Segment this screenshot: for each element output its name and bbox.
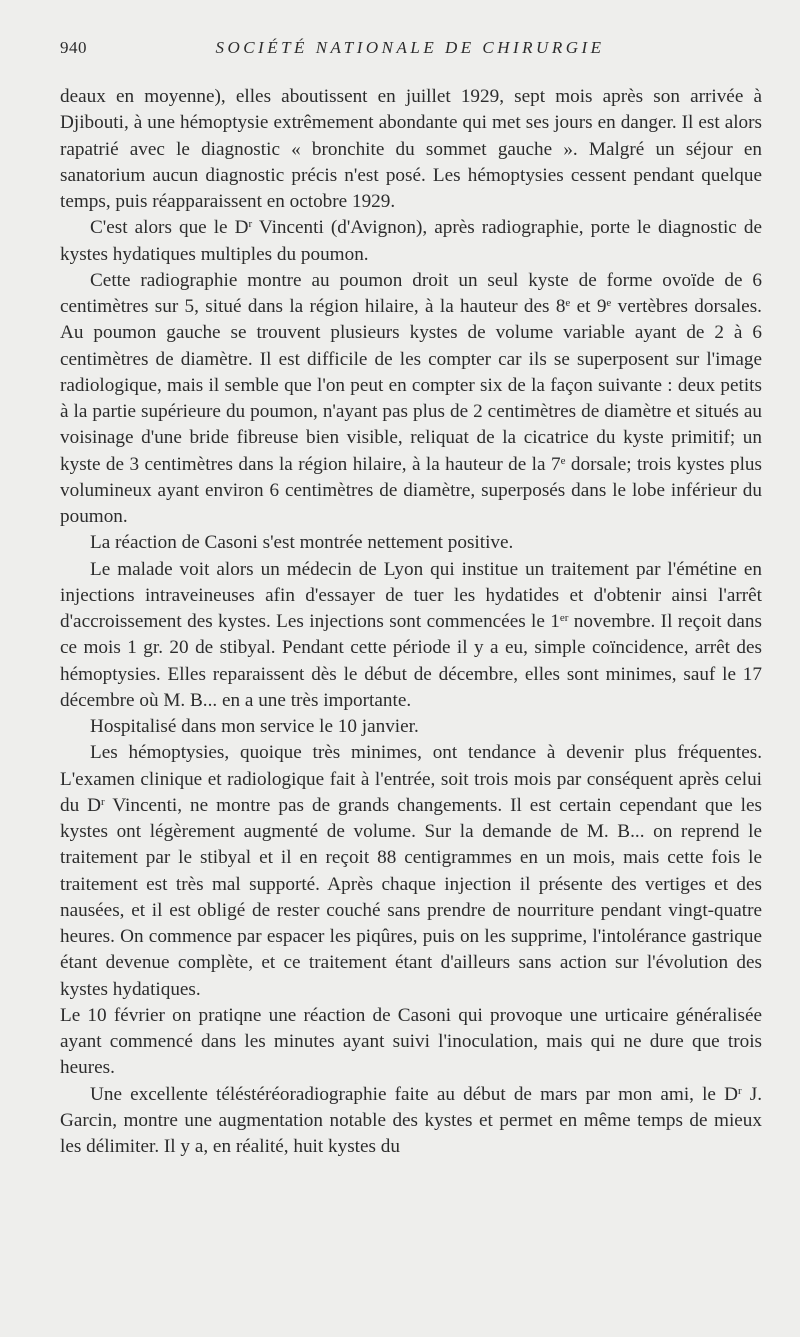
paragraph-2: C'est alors que le $D^r$ Vincenti (d'Avignon), après radiographie, porte le diagnostic de kystes hydatiques multiples du poumon. [60, 217, 762, 265]
running-title: SOCIÉTÉ NATIONALE DE CHIRURGIE [215, 38, 605, 57]
paragraph-3: Cette radiographie montre au poumon droit un seul kyste de forme ovoïde de 6 centimètres sur 5, situé dans la région hilaire, à la hauteur des 8e et 9e vertèbres dorsales. Au poumon gauche se trouvent plusieurs kystes de volume variable ayant de 2 à 6 centimètres de diamètre. Il est difficile de les compter car ils se superposent sur l'image radiologique, mais il semble que l'on peut en compter six de la façon suivante : deux petits à la partie supérieure du poumon, n'ayant pas plus de 2 centimètres de diamètre et situés au voisinage d'une bride fibreuse bien visible, reliquat de la cicatrice du kyste primitif; un kyste de 3 centimètres dans la région hilaire, à la hauteur de la 7e dorsale; trois kystes plus volumineux ayant environ 6 centimètres de diamètre, superposés dans le lobe inférieur du poumon. [60, 269, 762, 527]
paragraph-6: Hospitalisé dans mon service le 10 janvier. [90, 716, 419, 737]
paragraph-5: Le malade voit alors un médecin de Lyon qui institue un traitement par l'émétine en injections intraveineuses afin d'essayer de tuer les hydatides et d'obtenir ainsi l'arrêt d'accroissement des kystes. Les injections sont commencées le 1er novembre. Il reçoit dans ce mois 1 gr. 20 de stibyal. Pendant cette période il y a eu, simple coïncidence, arrêt des hémoptysies. Elles reparaissent dès le début de décembre, elles sont minimes, sauf le 17 décembre où M. B... en a une très importante. [60, 558, 762, 711]
paragraph-4: La réaction de Casoni s'est montrée nettement positive. [90, 532, 514, 554]
page-number: 940 [60, 38, 87, 57]
paragraph-1: deaux en moyenne), elles aboutissent en juillet 1929, sept mois après son arrivée à Djibouti, à une hémoptysie extrêmement abondante qui met ses jours en danger. Il est alors rapatrié avec le diagnostic « bronchite du sommet gauche ». Malgré un séjour en sanatorium aucun diagnostic précis n'est posé. Les hémoptysies cessent pendant quelque temps, puis réapparaissent en octobre 1929. [60, 86, 762, 212]
paragraph-7: Les hémoptysies, quoique très minimes, ont tendance à devenir plus fréquentes. L'examen clinique et radiologique fait à l'entrée, soit trois mois par conséquent après celui du $D^r$ Vincenti, ne montre pas de grands changements. Il est certain cependant que les kystes ont légèrement augmenté de volume. Sur la demande de M. B... on reprend le traitement par le stibyal et il en reçoit 88 centigrammes en un mois, mais cette fois le traitement est très mal supporté. Après chaque injection il présente des vertiges et des nausées, et il est obligé de rester couché sans prendre de nourriture pendant vingt-quatre heures. On commence par espacer les piqûres, puis on les supprime, l'intolérance gastrique étant devenue complète, et ce traitement étant d'ailleurs sans action sur l'évolution des kystes hydatiques. [60, 742, 762, 1000]
body-text [60, 84, 762, 1160]
paragraph-9: Une excellente téléstéréoradiographie faite au début de mars par mon ami, le $D^r$ J. Garcin, montre une augmentation notable des kystes et permet en même temps de mieux les délimiter. Il y a, en réalité, huit kystes du [60, 1083, 763, 1157]
page-header [60, 38, 760, 64]
paragraph-8: Le 10 février on pratiqne une réaction de Casoni qui provoque une urticaire généralisée ayant commencé dans les minutes ayant suivi l'inoculation, mais qui ne dure que trois heures. [60, 1004, 762, 1079]
